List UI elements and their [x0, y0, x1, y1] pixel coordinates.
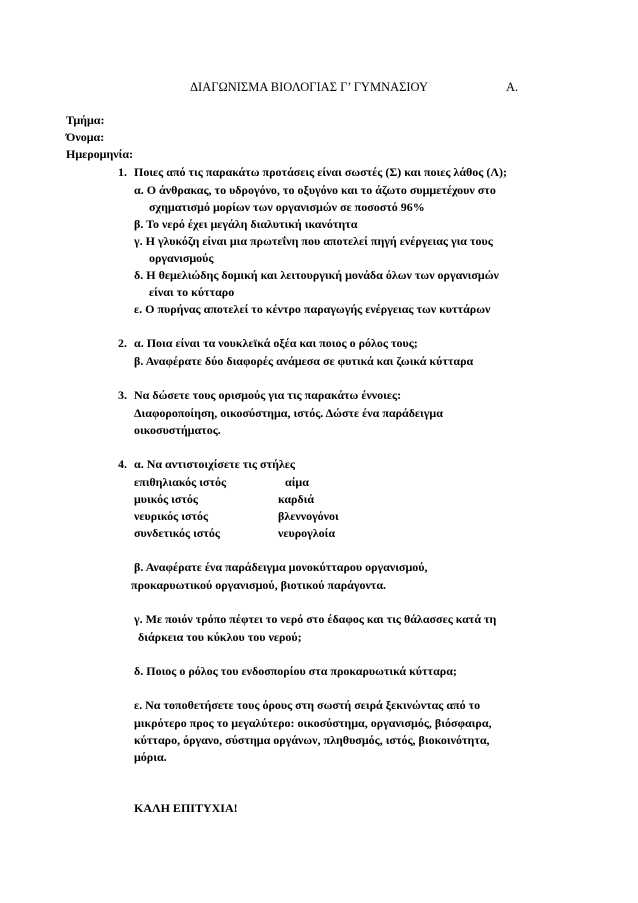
question-4-item-d: δ. Ποιος ο ρόλος του ενδοσπορίου στα προκαρυωτικά κύτταρα; [134, 664, 457, 678]
question-2-item-a: α. Ποια είναι τα νουκλεϊκά οξέα και ποιος ο ρόλος τους; [134, 336, 418, 350]
class-field-label: Τμήμα: [66, 113, 105, 127]
question-4-item-e-cont: κύτταρο, όργανο, σύστημα οργάνων, πληθυσμός, ιστός, βιοκοινότητα, [134, 733, 490, 747]
closing-message: ΚΑΛΗ ΕΠΙΤΥΧΙΑ! [134, 801, 238, 815]
match-right-item: αίμα [285, 475, 309, 489]
question-1-item-b: β. Το νερό έχει μεγάλη διαλυτική ικανότητα [134, 217, 358, 231]
match-left-item: νευρικός ιστός [134, 509, 209, 523]
match-left-item: επιθηλιακός ιστός [134, 475, 227, 489]
question-1-item-d: δ. Η θεμελιώδης δομική και λειτουργική μονάδα όλων των οργανισμών [134, 268, 499, 282]
question-4-item-b: β. Αναφέρατε ένα παράδειγμα μονοκύτταρου οργανισμού, [134, 560, 428, 574]
question-2-number: 2. [118, 336, 127, 350]
question-4-item-e-cont: μόρια. [134, 750, 167, 764]
name-field-label: Όνομα: [66, 130, 105, 144]
question-3-number: 3. [118, 388, 127, 402]
question-3-line-3: οικοσυστήματος. [134, 423, 221, 437]
document-title: ΔΙΑΓΩΝΙΣΜΑ ΒΙΟΛΟΓΙΑΣ Γ’ ΓΥΜΝΑΣΙΟΥ [190, 80, 428, 94]
question-3-line-2: Διαφοροποίηση, οικοσύστημα, ιστός. Δώστε ένα παράδειγμα [134, 406, 443, 420]
question-4-number: 4. [118, 457, 127, 471]
match-left-item: συνδετικός ιστός [134, 526, 220, 540]
match-right-item: βλεννογόνοι [278, 509, 339, 523]
question-4-item-c: γ. Με ποιόν τρόπο πέφτει το νερό στο έδαφος και τις θάλασσες κατά τη [134, 612, 497, 626]
section-label: Α. [506, 80, 519, 94]
question-2-item-b: β. Αναφέρατε δύο διαφορές ανάμεσα σε φυτικά και ζωικά κύτταρα [134, 354, 474, 368]
question-3-line-1: Να δώσετε τους ορισμούς για τις παρακάτω έννοιες: [134, 388, 402, 402]
question-4-item-e: ε. Να τοποθετήσετε τους όρους στη σωστή σειρά ξεκινώντας από το [134, 698, 481, 712]
question-1-item-a: α. Ο άνθρακας, το υδρογόνο, το οξυγόνο και το άζωτο συμμετέχουν στο [134, 183, 496, 197]
date-field-label: Ημερομηνία: [66, 147, 134, 161]
question-4-item-c-cont: διάρκεια του κύκλου του νερού; [138, 630, 302, 644]
question-1-stem: Ποιες από τις παρακάτω προτάσεις είναι σωστές (Σ) και ποιες λάθος (Λ); [134, 165, 507, 179]
question-4-item-a-stem: α. Να αντιστοιχίσετε τις στήλες [134, 457, 295, 471]
question-1-item-e: ε. Ο πυρήνας αποτελεί το κέντρο παραγωγής ενέργειας των κυττάρων [134, 302, 491, 316]
question-4-item-e-cont: μικρότερο προς το μεγαλύτερο: οικοσύστημα, οργανισμός, βιόσφαιρα, [134, 716, 492, 730]
question-4-item-b-cont: προκαρυωτικού οργανισμού, βιοτικού παράγοντα. [131, 578, 387, 592]
match-right-item: καρδιά [278, 492, 315, 506]
match-right-item: νευρογλοία [278, 526, 336, 540]
question-1-item-c: γ. Η γλυκόζη είναι μια πρωτεΐνη που αποτελεί πηγή ενέργειας για τους [134, 234, 493, 248]
question-1-item-a-cont: σχηματισμό μορίων των οργανισμών σε ποσοστό 96% [149, 200, 425, 214]
question-1-number: 1. [118, 165, 127, 179]
match-left-item: μυικός ιστός [134, 492, 198, 506]
question-1-item-d-cont: είναι το κύτταρο [149, 285, 235, 299]
question-1-item-c-cont: οργανισμούς [149, 251, 214, 265]
